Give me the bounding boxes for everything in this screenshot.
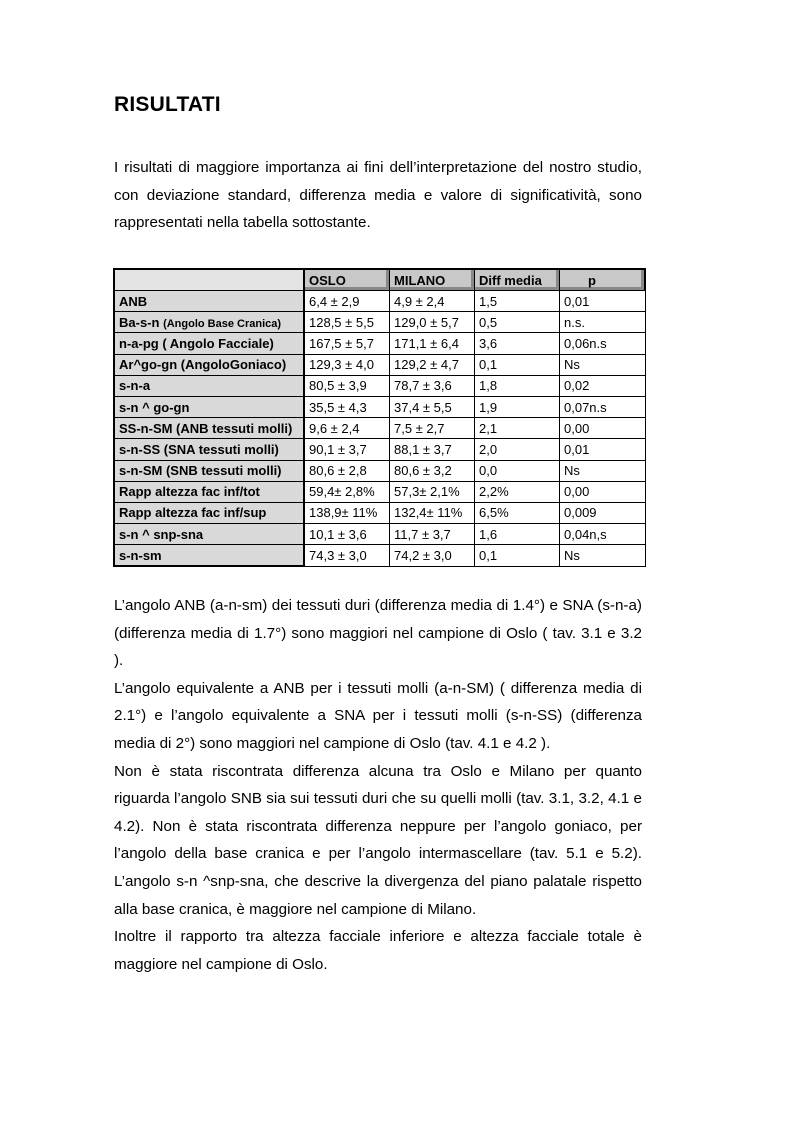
cell-diff-media: 1,8 [475, 375, 560, 396]
row-label-text: Rapp altezza fac inf/tot [119, 484, 260, 500]
row-label [114, 333, 304, 354]
row-label [114, 396, 304, 417]
row-label-text: Ba-s-n [119, 314, 160, 330]
table-row [114, 481, 645, 502]
intro-text: I risultati di maggiore importanza ai fini dell’interpretazione del nostro studio, con deviazione standard, differenza media e valore di significatività, sono rappresentati nella tabella sottostante. [114, 159, 642, 232]
cell-oslo: 128,5 ± 5,5 [304, 312, 390, 333]
table-row [114, 418, 645, 439]
cell-milano: 171,1 ± 6,4 [390, 333, 475, 354]
cell-p: 0,009 [560, 502, 646, 523]
cell-p: Ns [560, 354, 646, 375]
row-label-text: s-n-SS (SNA tessuti molli) [119, 441, 279, 457]
table-row [114, 439, 645, 460]
intro-paragraph [114, 154, 642, 237]
header-diff-media: Diff media [475, 269, 560, 291]
cell-diff-media: 0,1 [475, 354, 560, 375]
row-label-text: ANB [119, 293, 148, 309]
cell-milano: 80,6 ± 3,2 [390, 460, 475, 481]
section-title: RISULTATI [114, 93, 221, 116]
row-label [114, 460, 304, 481]
cell-diff-media: 6,5% [475, 502, 560, 523]
cell-diff-media: 2,0 [475, 439, 560, 460]
results-table [113, 268, 646, 567]
cell-diff-media: 2,1 [475, 418, 560, 439]
cell-oslo: 167,5 ± 5,7 [304, 333, 390, 354]
row-label-text: s-n-a [119, 378, 151, 394]
paragraph-3: Non è stata riscontrata differenza alcuna tra Oslo e Milano per quanto riguarda l’angolo SNB sia sui tessuti duri che su quelli molli (tav. 3.1, 3.2, 4.1 e 4.2). Non è stata riscontrata differenza neppure per l’angolo goniaco, per l’angolo della base cranica e per l’angolo intermascellare (tav. 5.1 e 5.2). L’angolo s-n ^snp-sna, che descrive la divergenza del piano palatale rispetto alla base cranica, è maggiore nel campione di Milano. [114, 762, 642, 918]
cell-oslo: 138,9± 11% [304, 502, 390, 523]
table-row [114, 291, 645, 312]
cell-diff-media: 1,6 [475, 524, 560, 545]
header-empty [114, 269, 304, 291]
cell-p: 0,01 [560, 439, 646, 460]
cell-oslo: 35,5 ± 4,3 [304, 396, 390, 417]
cell-milano: 11,7 ± 3,7 [390, 524, 475, 545]
cell-diff-media: 0,1 [475, 545, 560, 567]
cell-oslo: 90,1 ± 3,7 [304, 439, 390, 460]
cell-diff-media: 0,0 [475, 460, 560, 481]
cell-p: 0,01 [560, 291, 646, 312]
table-header-row [114, 269, 645, 291]
row-label-text: s-n-sm [119, 547, 162, 563]
cell-milano: 4,9 ± 2,4 [390, 291, 475, 312]
table-row [114, 545, 645, 567]
cell-oslo: 80,5 ± 3,9 [304, 375, 390, 396]
row-label-note: (Angolo Base Cranica) [163, 317, 282, 330]
row-label [114, 545, 304, 567]
cell-milano: 132,4± 11% [390, 502, 475, 523]
paragraph-1: L’angolo ANB (a-n-sm) dei tessuti duri (differenza media di 1.4°) e SNA (s-n-a) (differenza media di 1.7°) sono maggiori nel campione di Oslo ( tav. 3.1 e 3.2 ). [114, 597, 642, 670]
table-row [114, 396, 645, 417]
results-discussion [114, 592, 642, 978]
row-label-text: s-n ^ go-gn [119, 399, 190, 415]
table-row [114, 460, 645, 481]
row-label [114, 439, 304, 460]
row-label [114, 291, 304, 312]
cell-oslo: 129,3 ± 4,0 [304, 354, 390, 375]
cell-p: 0,07n.s [560, 396, 646, 417]
table-row [114, 354, 645, 375]
row-label [114, 354, 304, 375]
header-oslo: OSLO [304, 269, 390, 291]
table-body [114, 291, 645, 567]
header-p [560, 269, 646, 291]
cell-milano: 78,7 ± 3,6 [390, 375, 475, 396]
row-label-text: s-n ^ snp-sna [119, 526, 204, 542]
row-label-text: SS-n-SM (ANB tessuti molli) [119, 420, 293, 436]
row-label-text: Rapp altezza fac inf/sup [119, 505, 267, 521]
cell-p: 0,06n.s [560, 333, 646, 354]
cell-oslo: 10,1 ± 3,6 [304, 524, 390, 545]
cell-oslo: 59,4± 2,8% [304, 481, 390, 502]
cell-milano: 37,4 ± 5,5 [390, 396, 475, 417]
table-row [114, 375, 645, 396]
row-label [114, 418, 304, 439]
header-milano: MILANO [390, 269, 475, 291]
cell-oslo: 6,4 ± 2,9 [304, 291, 390, 312]
cell-milano: 57,3± 2,1% [390, 481, 475, 502]
cell-milano: 74,2 ± 3,0 [390, 545, 475, 567]
cell-diff-media: 0,5 [475, 312, 560, 333]
table-row [114, 312, 645, 333]
row-label-text: Ar^go-gn (AngoloGoniaco) [119, 357, 287, 373]
row-label-text: n-a-pg ( Angolo Facciale) [119, 335, 274, 351]
table-row [114, 524, 645, 545]
cell-diff-media: 2,2% [475, 481, 560, 502]
cell-milano: 88,1 ± 3,7 [390, 439, 475, 460]
row-label [114, 481, 304, 502]
cell-oslo: 80,6 ± 2,8 [304, 460, 390, 481]
cell-milano: 129,0 ± 5,7 [390, 312, 475, 333]
cell-p: 0,02 [560, 375, 646, 396]
paragraph-2: L’angolo equivalente a ANB per i tessuti molli (a-n-SM) ( differenza media di 2.1°) e l’angolo equivalente a SNA per i tessuti molli (s-n-SS) (differenza media di 2°) sono maggiori nel campione di Oslo (tav. 4.1 e 4.2 ). [114, 679, 642, 752]
cell-diff-media: 1,5 [475, 291, 560, 312]
cell-p: Ns [560, 545, 646, 567]
paragraph-4: Inoltre il rapporto tra altezza facciale inferiore e altezza facciale totale è maggiore nel campione di Oslo. [114, 928, 642, 973]
row-label [114, 502, 304, 523]
cell-diff-media: 3,6 [475, 333, 560, 354]
cell-milano: 129,2 ± 4,7 [390, 354, 475, 375]
cell-p: Ns [560, 460, 646, 481]
header-p-label: p [588, 273, 596, 288]
row-label [114, 524, 304, 545]
table-row [114, 333, 645, 354]
cell-p: 0,00 [560, 418, 646, 439]
cell-p: 0,04n,s [560, 524, 646, 545]
cell-diff-media: 1,9 [475, 396, 560, 417]
cell-p: n.s. [560, 312, 646, 333]
cell-milano: 7,5 ± 2,7 [390, 418, 475, 439]
row-label-text: s-n-SM (SNB tessuti molli) [119, 463, 282, 479]
cell-oslo: 74,3 ± 3,0 [304, 545, 390, 567]
table-row [114, 502, 645, 523]
cell-oslo: 9,6 ± 2,4 [304, 418, 390, 439]
row-label [114, 312, 304, 333]
cell-p: 0,00 [560, 481, 646, 502]
row-label [114, 375, 304, 396]
